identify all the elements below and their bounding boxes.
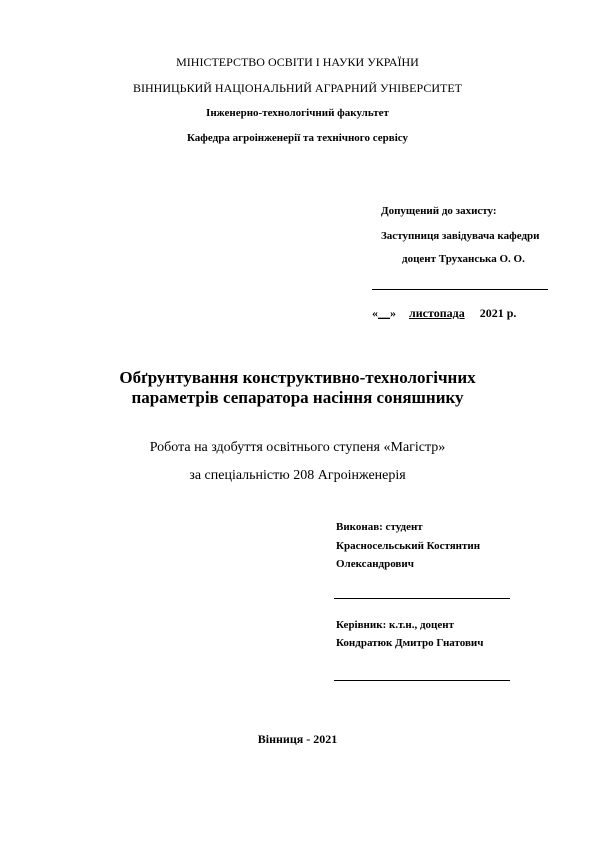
university-heading: ВІННИЦЬКИЙ НАЦІОНАЛЬНИЙ АГРАРНИЙ УНІВЕРСИТЕТ xyxy=(133,81,462,95)
date-month: листопада xyxy=(409,306,465,320)
date-close-quote: » xyxy=(390,306,396,320)
author-name-line1: Красносельський Костянтин xyxy=(336,540,481,552)
faculty-heading: Інженерно-технологічний факультет xyxy=(206,107,389,119)
degree-line2: за спеціальністю 208 Агроінженерія xyxy=(189,468,406,483)
thesis-title-line2: параметрів сепаратора насіння соняшнику xyxy=(131,388,464,407)
thesis-title-line1: Обґрунтування конструктивно-технологічних xyxy=(119,368,476,387)
author-name-line2: Олександрович xyxy=(336,558,414,570)
approver-signature-line xyxy=(372,289,548,290)
admitted-label: Допущений до захисту: xyxy=(381,205,497,217)
date-day: __ xyxy=(378,306,390,320)
approval-date xyxy=(372,306,516,320)
supervisor-signature-line xyxy=(334,680,510,681)
author-label: Виконав: студент xyxy=(336,521,423,533)
degree-line1: Робота на здобуття освітнього ступеня «Магістр» xyxy=(149,440,446,455)
approver-name: доцент Труханська О. О. xyxy=(402,253,525,265)
date-open-quote: « xyxy=(372,306,378,320)
department-heading: Кафедра агроінженерії та технічного сервісу xyxy=(186,132,409,144)
ministry-heading: МІНІСТЕРСТВО ОСВІТИ І НАУКИ УКРАЇНИ xyxy=(176,55,419,69)
date-year: 2021 р. xyxy=(479,306,517,320)
supervisor-name: Кондратюк Дмитро Гнатович xyxy=(336,637,484,649)
place-year: Вінниця - 2021 xyxy=(257,732,338,746)
supervisor-label: Керівник: к.т.н., доцент xyxy=(336,619,455,631)
approver-position: Заступниця завідувача кафедри xyxy=(381,230,540,242)
author-signature-line xyxy=(334,598,510,599)
